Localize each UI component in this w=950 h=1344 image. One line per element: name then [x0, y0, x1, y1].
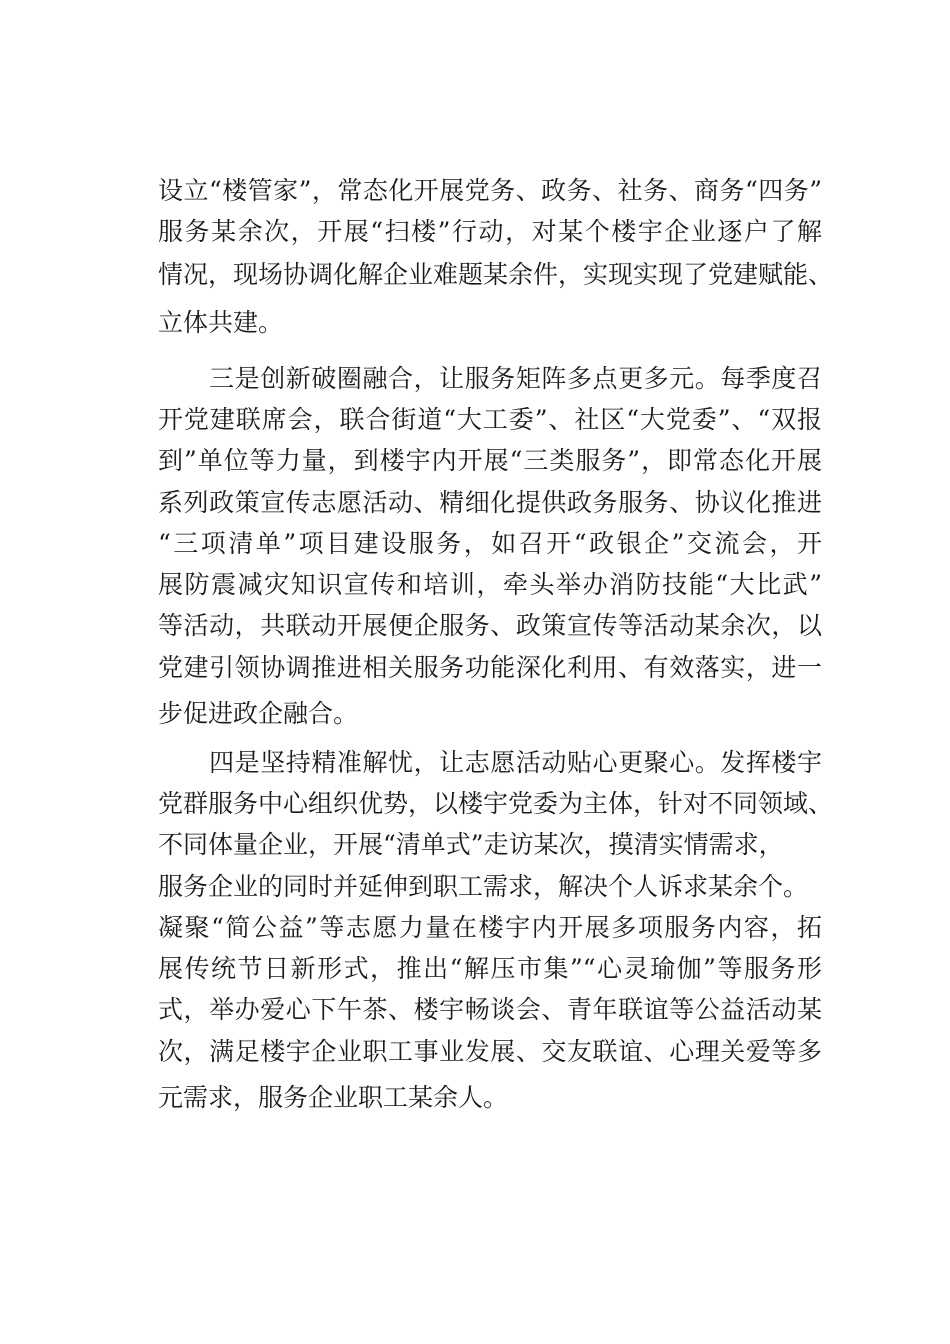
paragraph-line: 服务企业的同时并延伸到职工需求，解决个人诉求某余个。 [158, 872, 809, 901]
paragraph-line: 步促进政企融合。 [158, 699, 359, 728]
paragraph-line: 元需求，服务企业职工某余人。 [158, 1083, 509, 1112]
paragraph-line: 不同体量企业，开展“清单式”走访某次，摸清实情需求， [158, 830, 784, 859]
paragraph-line: 设立“楼管家”，常态化开展党务、政务、社务、商务“四务” [158, 176, 822, 205]
paragraph-line: 展传统节日新形式，推出“解压市集”“心灵瑜伽”等服务形 [158, 954, 822, 983]
paragraph-line: 到”单位等力量，到楼宇内开展“三类服务”，即常态化开展 [158, 446, 822, 475]
paragraph-line: 党建引领协调推进相关服务功能深化利用、有效落实，进一 [158, 653, 822, 682]
paragraph-line: 等活动，共联动开展便企服务、政策宣传等活动某余次，以 [158, 611, 822, 640]
paragraph-line: 服务某余次，开展“扫楼”行动，对某个楼宇企业逐户了解 [158, 217, 822, 246]
paragraph-line: 式，举办爱心下午茶、楼宇畅谈会、青年联谊等公益活动某 [158, 995, 822, 1024]
paragraph-line: 凝聚“简公益”等志愿力量在楼宇内开展多项服务内容，拓 [158, 913, 822, 942]
paragraph-line: 情况，现场协调化解企业难题某余件，实现实现了党建赋能、 [158, 260, 834, 289]
paragraph-line: 次，满足楼宇企业职工事业发展、交友联谊、心理关爱等多 [158, 1037, 822, 1066]
paragraph-line: 开党建联席会，联合街道“大工委”、社区“大党委”、“双报 [158, 405, 822, 434]
paragraph-line: 立体共建。 [158, 308, 284, 337]
paragraph-line: 系列政策宣传志愿活动、精细化提供政务服务、协议化推进 [158, 488, 822, 517]
paragraph-line: 党群服务中心组织优势，以楼宇党委为主体，针对不同领域、 [158, 789, 834, 818]
paragraph-line: 四是坚持精准解忧，让志愿活动贴心更聚心。发挥楼宇 [158, 748, 822, 777]
paragraph-line: “三项清单”项目建设服务，如召开“政银企”交流会，开 [158, 529, 822, 558]
paragraph-line: 三是创新破圈融合，让服务矩阵多点更多元。每季度召 [158, 364, 822, 393]
paragraph-line: 展防震减灾知识宣传和培训，牵头举办消防技能“大比武” [158, 570, 822, 599]
